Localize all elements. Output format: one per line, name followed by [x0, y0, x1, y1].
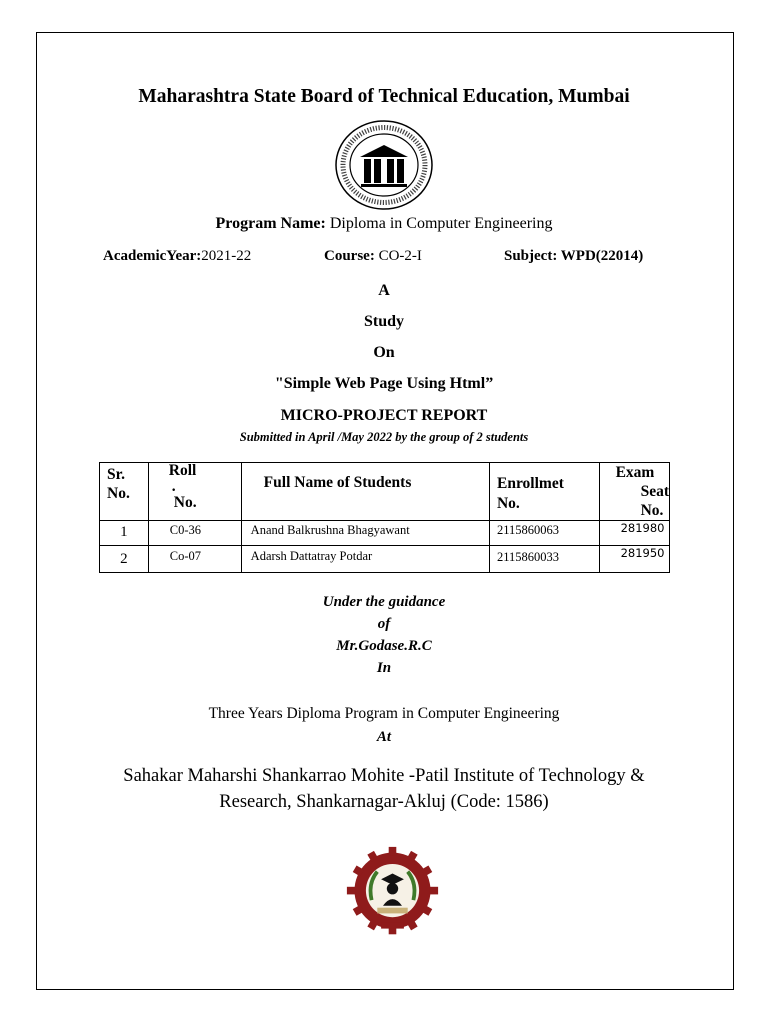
- project-title: "Simple Web Page Using Html”: [274, 375, 494, 392]
- guide-name: Mr.Godase.R.C: [336, 638, 432, 654]
- header-roll-line1: Roll: [168, 462, 197, 479]
- header-roll-line2: .: [171, 478, 176, 495]
- header-sr: [100, 463, 149, 521]
- cell-name: Adarsh Dattatray Potdar: [241, 546, 489, 573]
- cell-roll: C0-36: [148, 521, 241, 546]
- header-name-text: Full Name of Students: [263, 474, 412, 491]
- diploma-program-line: Three Years Diploma Program in Computer Engineering: [208, 705, 560, 722]
- header-exam-line2: Seat: [640, 483, 669, 500]
- cell-enrollment: 2115860063: [489, 521, 599, 546]
- in-line: In: [376, 660, 392, 676]
- cell-enrollment: 2115860033: [489, 546, 599, 573]
- header-enrollment-line1: Enrollmet: [496, 475, 564, 492]
- board-title: Maharashtra State Board of Technical Education, Mumbai: [138, 86, 630, 107]
- header-exam-seat: [599, 463, 669, 521]
- academic-value: 2021-22: [201, 248, 252, 264]
- submitted-line: Submitted in April /May 2022 by the group of 2 students: [239, 430, 529, 444]
- cell-roll: Co-07: [148, 546, 241, 573]
- cell-seat: 281980: [599, 521, 669, 546]
- course-label: Course:: [324, 248, 375, 264]
- header-roll-line3: No.: [173, 494, 197, 511]
- of-line: of: [377, 616, 391, 632]
- header-sr-line2: No.: [107, 485, 130, 502]
- line-a: A: [378, 282, 390, 299]
- header-enrollment: [489, 463, 599, 521]
- subject-value: WPD(22014): [557, 248, 644, 264]
- cell-sr: 2: [100, 546, 149, 573]
- program-value: Diploma in Computer Engineering: [325, 215, 553, 232]
- institute-name: [0, 763, 768, 815]
- table-row: [100, 546, 670, 573]
- institute-line-1: Sahakar Maharshi Shankarrao Mohite -Patil Institute of Technology &: [123, 766, 645, 786]
- course-value: CO-2-I: [374, 248, 422, 264]
- cell-name: Anand Balkrushna Bhagyawant: [241, 521, 489, 546]
- table-row: [100, 521, 670, 546]
- header-roll: [148, 463, 241, 521]
- header-name: [241, 463, 489, 521]
- line-on: On: [373, 344, 395, 361]
- institute-gear-logo: [345, 845, 440, 940]
- report-heading: MICRO-PROJECT REPORT: [280, 407, 488, 424]
- subject-label: Subject:: [504, 248, 558, 264]
- students-table: [99, 462, 670, 573]
- course: [324, 248, 422, 265]
- cell-seat: 281950: [599, 546, 669, 573]
- line-study: Study: [363, 313, 405, 330]
- program-name-line: [0, 215, 768, 233]
- header-exam-line3: No.: [640, 502, 664, 519]
- guidance-line: Under the guidance: [322, 594, 446, 610]
- header-sr-line1: Sr.: [107, 466, 125, 483]
- msbte-seal-logo: [334, 119, 434, 211]
- subject: [504, 248, 643, 265]
- academic-year: [103, 248, 251, 265]
- header-enrollment-line2: No.: [496, 495, 520, 512]
- table-header-row: [100, 463, 670, 521]
- header-exam-line1: Exam: [615, 464, 655, 481]
- cell-sr: 1: [100, 521, 149, 546]
- academic-label: AcademicYear:: [103, 248, 202, 264]
- at-line: At: [376, 729, 392, 745]
- program-label: Program Name:: [215, 215, 326, 232]
- institute-line-2: Research, Shankarnagar-Akluj (Code: 1586): [219, 792, 549, 812]
